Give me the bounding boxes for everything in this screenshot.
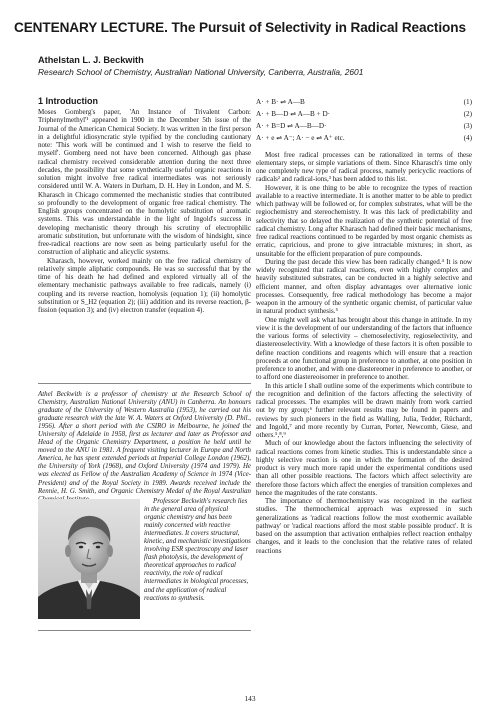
equation-row bbox=[256, 122, 472, 131]
research-summary-text: Professor Beckwith's research lies in the general area of physical organic chemistry and has been mainly concerned with reactive intermediates. It covers structural, kinetic, and mechanistic investigations involving ESR spectroscopy and laser flash photolysis, the development of theoretical approaches to radical reactivity, the role of radical intermediates in biological processes, and the application of radical reactions to synthesis. bbox=[144, 498, 251, 602]
body-paragraph: One might well ask what has brought about this change in attitude. In my view it is the development of our understanding of the factors that influence the various forms of selectivity – chemoselectivity, regioselectivity, and diastereoselectivity. With a knowledge of these factors it is often possible to define reaction conditions and reagents which will ensure that a reaction proceeds at one functional group in preference to another, at one position in preference to another, and with one diastereomer in preference to another, or to afford one diastereoisomer in preference to another. bbox=[256, 315, 472, 382]
equation-row bbox=[256, 98, 472, 107]
body-paragraph: In this article I shall outline some of the experiments which contribute to the recognition and definition of the factors affecting the selectivity of radical processes. The examples will be drawn mainly from work carried out by my group;⁶ further relevant results may be found in papers and reviews by such pioneers in the field as Walling, Julia, Tedder, Rüchardt, and Ingold,⁷ and more recently by Curran, Porter, Newcomb, Giese, and others.⁵,⁸,⁹ bbox=[256, 381, 472, 440]
author-biography: Athel Beckwith is a professor of chemistry at the Research School of Chemistry, Australian National University (ANU) in Canberra. An honours graduate of the University of Western Australia (1953), he carried out his graduate research with the late W. A. Waters at Oxford University (D. Phil., 1956). After a short period with the CSIRO in Melbourne, he joined the University of Adelaide in 1958, first as lecturer and later as Professor and Head of the Organic Chemistry Department, a position he held until he moved to the ANU in 1981. A frequent visiting lecturer in Europe and North America, he has spent extended periods at Imperial College London (1962), the University of York (1968), and Oxford University (1974 and 1979). He was elected as Fellow of the Australian Academy of Science in 1974 (Vice-President) and of the Royal Society in 1989. Awards received include the Rennie, H. G. Smith, and Organic Chemistry Medal of the Royal Australian bbox=[38, 391, 251, 495]
body-paragraph: During the past decade this view has been radically changed.⁴ It is now widely recognized that radical reactions, even with highly complex and heavily substituted substrates, can be conducted in a highly selective and efficient manner, and often display advantages over alternative ionic processes. Consequently, free radical methodology has become a major weapon in the armoury of the synthetic organic chemist, of particular value in natural product synthesis.⁵ bbox=[256, 257, 472, 316]
intro-paragraph: Kharasch, however, worked mainly on the free radical chemistry of relatively simple aliphatic compounds. He was so successful that by the time of his death he had defined and explored virtually all of the elementary mechanistic pathways available to free radicals, namely (i) coupling and its reverse reaction, homolysis (equation 1); (ii) homolytic substitution or S_H2 (equation 2); (iii) addition and its reverse reaction, β-fission (equation 3); and (iv) electron transfer (equation 4). bbox=[38, 256, 251, 314]
equation-number: (2) bbox=[463, 109, 472, 118]
author-photo bbox=[38, 499, 140, 619]
equation-expression: A· + B· ⇌ A—B bbox=[256, 98, 305, 106]
body-paragraph: Most free radical processes can be rationalized in terms of these elementary steps, or simple variations of them. Since Kharasch's time only one completely new type of radical process, namely pericyclic reactions of radicals² and radical-ions,³ has been added to this list. bbox=[256, 150, 472, 184]
equation-row bbox=[256, 134, 472, 143]
body-paragraph: The importance of thermochemistry was recognized in the earliest studies. The thermochemical approach was expressed in such generalizations as 'radical reactions follow the most exothermic available pathway' or 'radical reactions afford the most stable possible product'. It is based on the assumption that activation enthalpies reflect reaction enthalpy changes, and it leads to the conclusion that the relative rates of related reactions bbox=[256, 497, 472, 555]
body-paragraph: However, it is one thing to be able to recognize the types of reaction available to a reactive intermediate. It is another matter to be able to predict which pathway will be followed or, for complex substrates, what will be the regiochemistry and stereochemistry. It was this lack of predictability and selectivity that so delayed the realization of the synthetic potential of free radical chemistry. Long after Kharasch had defined their basic mechanisms, free radical reactions continued to be regarded by most organic chemists as erratic, capricious, and prone to give intractable mixtures; in short, as unsuitable for the efficient preparation of pure compounds. bbox=[256, 183, 472, 258]
body-paragraph: Much of our knowledge about the factors influencing the selectivity of radical reactions comes from kinetic studies. This is understandable since a highly selective reaction is one in which the formation of the desired product is very much more rapid under the experimental conditions used than all other possible reactions. The factors which affect selectivity are therefore those factors which affect the energies of transition complexes and hence the magnitudes of the rate constants. bbox=[256, 439, 472, 497]
equation-number: (1) bbox=[463, 98, 472, 106]
equation-number: (3) bbox=[463, 121, 472, 130]
equation-number: (4) bbox=[463, 133, 472, 142]
bio-divider bbox=[38, 383, 251, 384]
page-number: 143 bbox=[244, 694, 256, 703]
equation-expression: A· + B—D ⇌ A—B + D· bbox=[256, 109, 331, 118]
author-name: Athelstan L. J. Beckwith bbox=[38, 55, 144, 65]
section-heading: 1 Introduction bbox=[38, 96, 98, 106]
equation-row bbox=[256, 110, 472, 119]
left-column bbox=[38, 96, 251, 314]
intro-paragraph: Moses Gomberg's paper, 'An Instance of Trivalent Carbon: Triphenylmethyl'¹ appeared in 1900 in the December 5th issue of the Journal of the American Chemical Society. It was written in the first person in a delightful idiosyncratic style typified by the concluding cautionary note: 'This work will be continued and I wish to reserve the field to myself'. Gomberg need not have been concerned. Although gas phase radical chemistry received considerable attention during the next three decades, the possibility that some synthetically useful organic reactions in solution might involve free radical intermediates was not seriously considered until W. A. Waters in Durham, D. H. Hey in London, and M. S. Kharasch in Chicago commented the mechanistic studies that contributed so profoundly to the development of organic free radical chemistry. The English groups concentrated on the homolytic substitution of aromatic systems. This was understandable in the light of Ingold's success in developing mechanistic theory through his scrutiny of electrophilic aromatic substitution, but unfortunate with the wisdom of hindsight, since free-radical reactions are now seen as being particularly useful for the construction of aliphatic and alicyclic systems. bbox=[38, 108, 251, 257]
bottom-divider bbox=[38, 630, 251, 631]
article-title: CENTENARY LECTURE. The Pursuit of Selectivity in Radical Reactions bbox=[14, 20, 466, 35]
author-affiliation: Research School of Chemistry, Australian National University, Canberra, Australia, 2601 bbox=[38, 67, 364, 77]
reaction-equations bbox=[256, 98, 472, 143]
author-research-summary bbox=[144, 498, 251, 603]
equation-expression: A· + B=D ⇌ A—B—D· bbox=[256, 121, 327, 130]
right-column bbox=[256, 98, 472, 555]
equation-expression: A· + e ⇌ A⁻; A· − e ⇌ A⁺ etc. bbox=[256, 133, 345, 142]
portrait-image bbox=[38, 499, 140, 619]
